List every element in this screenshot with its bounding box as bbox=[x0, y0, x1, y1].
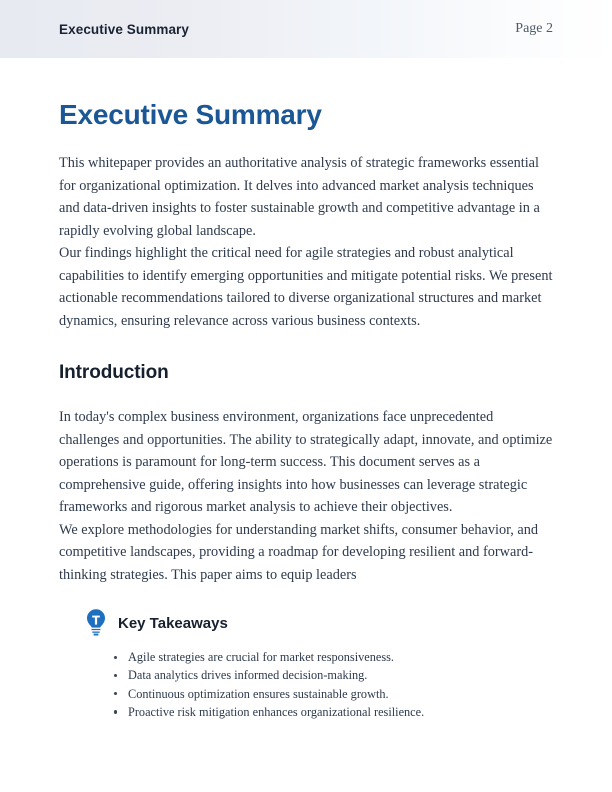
intro-paragraph-block bbox=[59, 152, 553, 332]
takeaways-list bbox=[85, 648, 553, 721]
callout-header bbox=[85, 608, 553, 638]
paragraph: This whitepaper provides an authoritative analysis of strategic frameworks essential for organizational optimization. It delves into advanced market analysis techniques and data-driven insights to foster sustainable growth and competitive advantage in a rapidly evolving global landscape. bbox=[59, 155, 540, 239]
list-item: Data analytics drives informed decision-making. bbox=[114, 666, 553, 684]
paragraph: We explore methodologies for understanding market shifts, consumer behavior, and competitive landscapes, providing a roadmap for developing resilient and forward-thinking strategies. This paper aims to equip leaders bbox=[59, 521, 539, 583]
list-item: Continuous optimization ensures sustainable growth. bbox=[114, 685, 553, 703]
page-header bbox=[0, 0, 612, 58]
document-content bbox=[0, 99, 612, 721]
header-page-number: Page 2 bbox=[515, 21, 553, 36]
list-item: Agile strategies are crucial for market responsiveness. bbox=[114, 648, 553, 666]
list-item: Proactive risk mitigation enhances organizational resilience. bbox=[114, 703, 553, 721]
page-title: Executive Summary bbox=[59, 99, 322, 130]
callout-title: Key Takeaways bbox=[118, 614, 228, 632]
header-document-title: Executive Summary bbox=[59, 21, 190, 37]
lightbulb-icon bbox=[85, 608, 107, 638]
section-heading-introduction: Introduction bbox=[59, 362, 169, 384]
section-body-introduction bbox=[59, 406, 553, 586]
key-takeaways-callout bbox=[59, 608, 553, 721]
paragraph: Our findings highlight the critical need for agile strategies and robust analytical capabilities to identify emerging opportunities and mitigate potential risks. We present actionable recommendations tailored to diverse organizational structures and market dynamics, ensuring relevance across various business contexts. bbox=[59, 245, 553, 329]
paragraph: In today's complex business environment, organizations face unprecedented challenges and opportunities. The ability to strategically adapt, innovate, and optimize operations is paramount for long-term success. This document serves as a comprehensive guide, offering insights into how businesses can leverage strategic frameworks and rigorous market analysis to achieve their objectives. bbox=[59, 409, 553, 516]
